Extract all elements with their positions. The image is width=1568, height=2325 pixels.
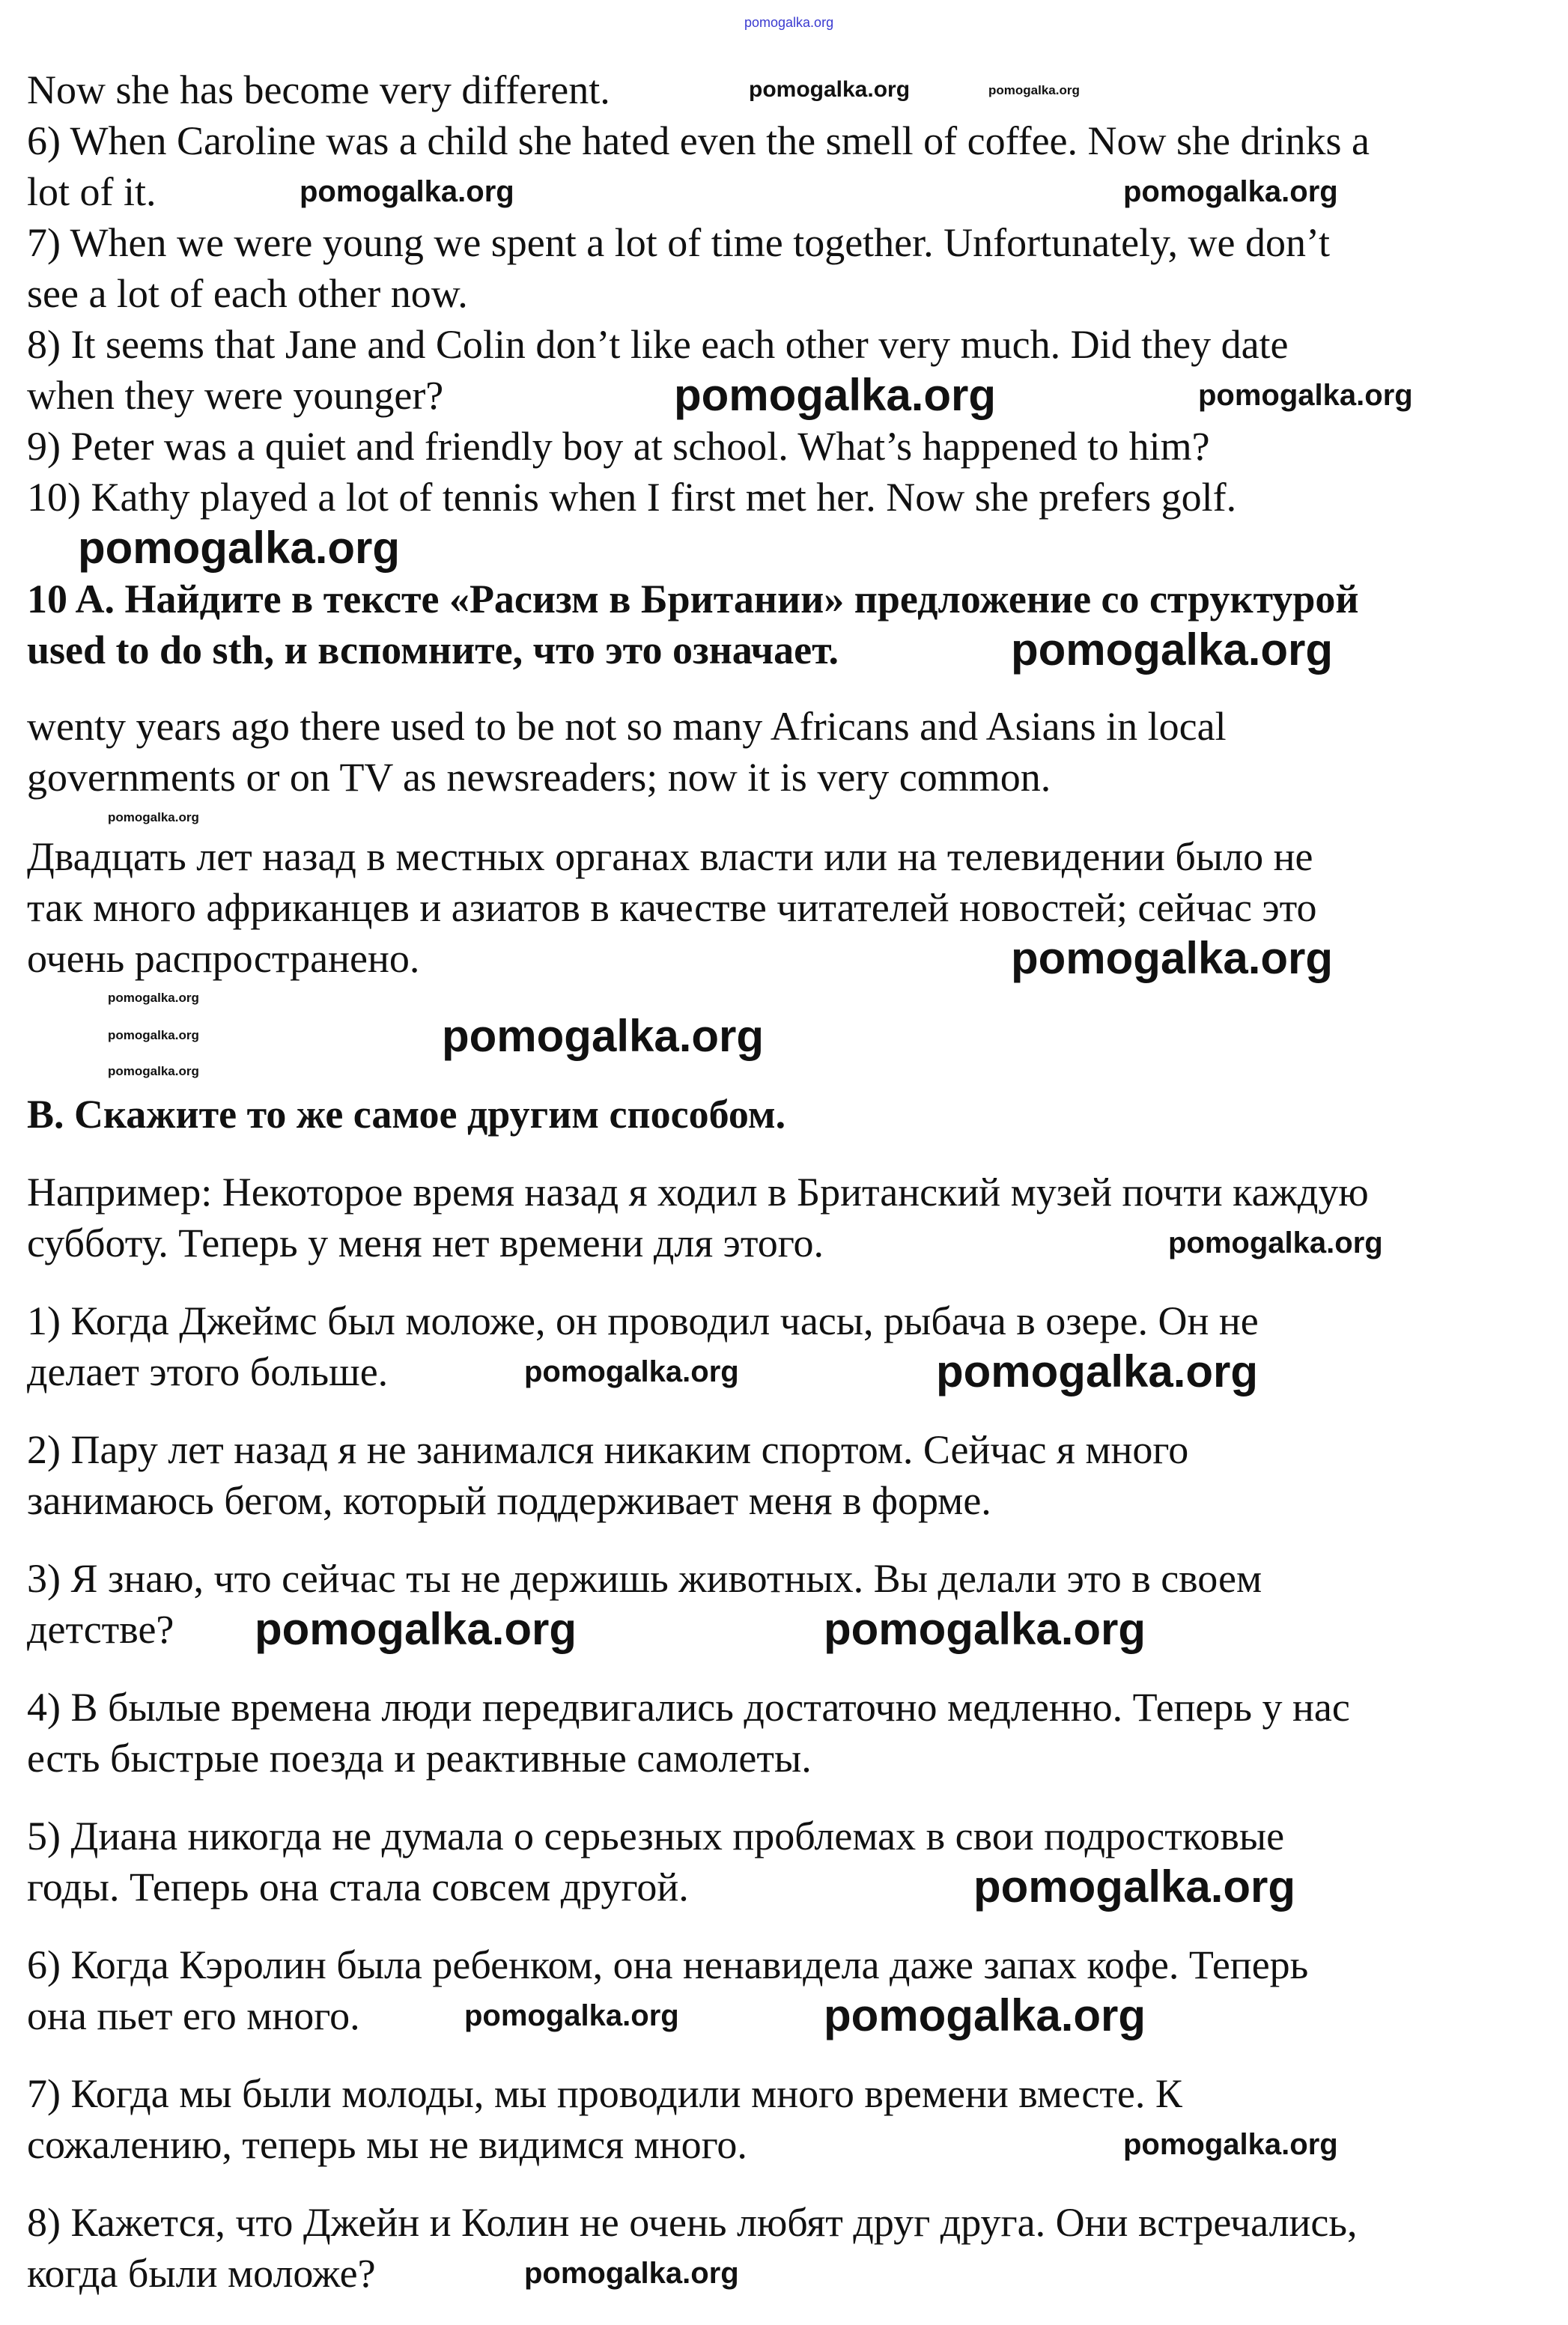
watermark: pomogalka.org bbox=[464, 1999, 679, 2032]
watermark: pomogalka.org bbox=[1123, 2128, 1338, 2161]
text-line: 6) When Caroline was a child she hated even the smell of coffee. Now she drinks a bbox=[27, 118, 1370, 163]
text-line: lot of it. bbox=[27, 169, 157, 214]
watermark: pomogalka.org bbox=[108, 1027, 199, 1042]
text-line: 2) Пару лет назад я не занимался никаким спортом. Сейчас я много bbox=[27, 1427, 1189, 1472]
text-line: Now she has become very different. bbox=[27, 67, 610, 112]
watermark: pomogalka.org bbox=[108, 809, 199, 824]
watermark: pomogalka.org bbox=[255, 1604, 577, 1654]
text-line: детстве? bbox=[27, 1607, 174, 1652]
watermark: pomogalka.org bbox=[524, 1355, 739, 1388]
watermark: pomogalka.org bbox=[1198, 379, 1413, 412]
text-line: годы. Теперь она стала совсем другой. bbox=[27, 1864, 689, 1909]
watermark: pomogalka.org bbox=[973, 1861, 1296, 1912]
heading-line: B. Скажите то же самое другим способом. bbox=[27, 1092, 786, 1137]
text-line: есть быстрые поезда и реактивные самолеты. bbox=[27, 1736, 812, 1781]
text-line: when they were younger? bbox=[27, 373, 444, 418]
watermark: pomogalka.org bbox=[1168, 1227, 1383, 1259]
text-line: governments or on TV as newsreaders; now it is very common. bbox=[27, 755, 1051, 800]
text-line: сожалению, теперь мы не видимся много. bbox=[27, 2122, 747, 2167]
watermark: pomogalka.org bbox=[300, 175, 514, 208]
watermark: pomogalka.org bbox=[674, 370, 997, 420]
watermark: pomogalka.org bbox=[744, 15, 834, 30]
watermark: pomogalka.org bbox=[824, 1604, 1146, 1654]
watermark: pomogalka.org bbox=[524, 2257, 739, 2290]
text-line: 10) Kathy played a lot of tennis when I first met her. Now she prefers golf. bbox=[27, 475, 1237, 520]
text-line: она пьет его много. bbox=[27, 1993, 360, 2038]
text-line: 8) Кажется, что Джейн и Колин не очень любят друг друга. Они встречались, bbox=[27, 2200, 1358, 2245]
watermark: pomogalka.org bbox=[1011, 933, 1334, 983]
text-line: занимаюсь бегом, который поддерживает меня в форме. bbox=[27, 1478, 991, 1523]
text-line: 6) Когда Кэролин была ребенком, она ненавидела даже запах кофе. Теперь bbox=[27, 1942, 1309, 1987]
watermark: pomogalka.org bbox=[108, 990, 199, 1005]
text-line: делает этого больше. bbox=[27, 1349, 389, 1394]
watermark: pomogalka.org bbox=[78, 523, 401, 573]
watermark: pomogalka.org bbox=[824, 1990, 1146, 2040]
watermark: pomogalka.org bbox=[936, 1346, 1259, 1396]
watermark: pomogalka.org bbox=[442, 1011, 765, 1061]
text-line: 7) Когда мы были молоды, мы проводили много времени вместе. К bbox=[27, 2071, 1182, 2116]
text-line: так много африканцев и азиатов в качестве читателей новостей; сейчас это bbox=[27, 885, 1317, 930]
text-line: 7) When we were young we spent a lot of time together. Unfortunately, we don’t bbox=[27, 220, 1331, 265]
text-line: 4) В былые времена люди передвигались достаточно медленно. Теперь у нас bbox=[27, 1685, 1350, 1730]
text-line: 9) Peter was a quiet and friendly boy at school. What’s happened to him? bbox=[27, 424, 1210, 469]
watermark: pomogalka.org bbox=[1011, 624, 1334, 675]
text-line: wenty years ago there used to be not so many Africans and Asians in local bbox=[27, 704, 1227, 749]
text-line: Двадцать лет назад в местных органах власти или на телевидении было не bbox=[27, 834, 1313, 879]
text-line: 1) Когда Джеймс был моложе, он проводил часы, рыбача в озере. Он не bbox=[27, 1298, 1259, 1343]
watermark: pomogalka.org bbox=[988, 82, 1080, 97]
text-line: 3) Я знаю, что сейчас ты не держишь животных. Вы делали это в своем bbox=[27, 1556, 1262, 1601]
heading-line: 10 A. Найдите в тексте «Расизм в Британии» предложение со структурой bbox=[27, 577, 1359, 621]
text-line: субботу. Теперь у меня нет времени для этого. bbox=[27, 1221, 824, 1265]
text-line: see a lot of each other now. bbox=[27, 271, 468, 316]
watermark: pomogalka.org bbox=[749, 77, 911, 102]
text-line: когда были моложе? bbox=[27, 2251, 376, 2296]
text-line: 8) It seems that Jane and Colin don’t like each other very much. Did they date bbox=[27, 322, 1289, 367]
watermark: pomogalka.org bbox=[108, 1063, 199, 1078]
heading-line: used to do sth, и вспомните, что это означает. bbox=[27, 627, 839, 672]
text-line: очень распространено. bbox=[27, 936, 420, 981]
text-line: 5) Диана никогда не думала о серьезных проблемах в свои подростковые bbox=[27, 1814, 1285, 1859]
watermark: pomogalka.org bbox=[1123, 175, 1338, 208]
text-line: Например: Некоторое время назад я ходил в Британский музей почти каждую bbox=[27, 1170, 1369, 1215]
